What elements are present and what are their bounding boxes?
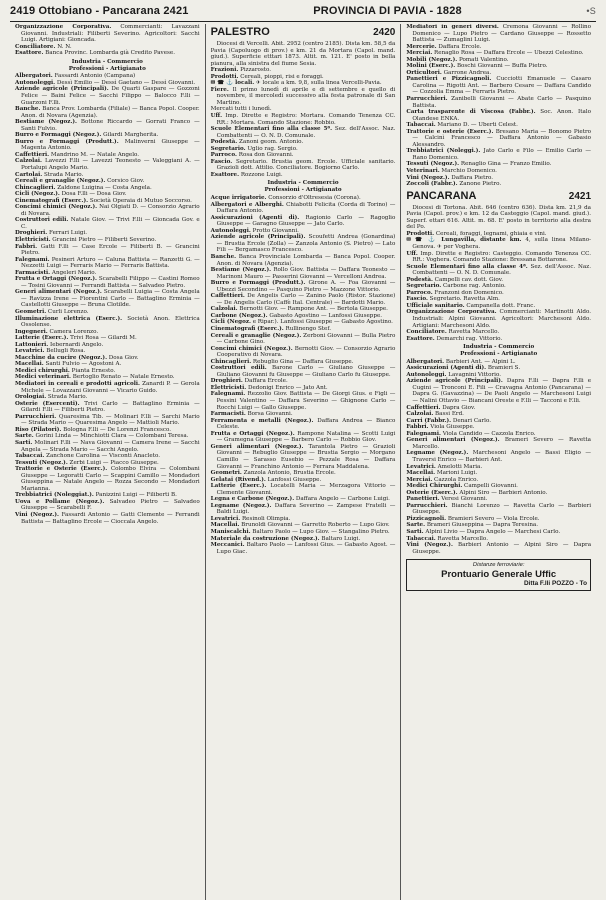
header-center: PROVINCIA DI PAVIA - 1828 <box>313 5 462 17</box>
directory-entry: Bestiame (Negoz.). Rollo Giov. Battista — Daffara Teonesto — Marinoni Mauro — Passerini Giovanni — Vercelloni Andrea. <box>210 267 396 280</box>
directory-entry: Legna e Carbone (Negoz.). Daffara Angelo — Carbone Luigi. <box>210 496 390 503</box>
ad-line-1: Distanze ferroviarie: <box>472 562 525 569</box>
directory-entry: Legname (Negoz.). Daffara Severino — Zampese Fratelli — Baldi Luigi. <box>210 502 396 516</box>
directory-entry: Parroco. Franzoni don Domenico. <box>406 289 504 296</box>
directory-entry: Elettricisti. Grancini Pietro — Filiberti Severino. <box>15 237 157 243</box>
directory-entry: Caffettieri. Mandrino M. — Natale Angelo. <box>15 151 140 158</box>
directory-entry: Fascio. Segretario. Ravetta Alm. <box>406 296 500 303</box>
directory-entry: Concimi chimici (Negoz.). Bernotti Giov. — Consorzio Agrario Cooperativo di Novara. <box>210 345 396 359</box>
directory-entry: Parrucchieri. Bianchi Lorenzo — Ravetta Carlo — Barbieri Giuseppe. <box>406 502 592 516</box>
town-name: PALESTRO <box>210 26 270 38</box>
directory-entry: Merciai. Renaglio Rosa — Daffara Ercole — Ubezzi Celestino. <box>406 50 584 57</box>
directory-entry: Zoccoli (Fabbr.). Zanone Pietro. <box>406 181 502 188</box>
section-subtitle: Professioni - Artigianato <box>68 65 146 72</box>
directory-entry: Macellai. Santi Fulvio — Agostoni A. <box>15 361 122 368</box>
town-heading-pancarana <box>406 190 591 203</box>
directory-entry: Generi alimentari (Negoz.). Tarantola Pietro — Grazioli Giovanni — Rebuglio Giuseppe — Brustia Sergio — Morgano Camillo — Sarasso Eusebio — Pezzale Rosa — Daffara Giovanni — Franchino Antonio — Ferrara Maddalena. <box>210 443 396 470</box>
directory-entry: Cicli (Negoz. e Ripar.). Lanfossi Giuseppe — Gabasto Agostino. <box>210 319 393 326</box>
directory-entry: Sarte. Gorini Linda — Minchiotti Clara — Colombani Teresa. <box>15 433 189 440</box>
directory-entry: Fiere. Il primo lunedì di aprile e di settembre e quello di novembre, il mercoledì successivo alla festa patronale di San Martino. <box>210 86 396 106</box>
directory-entry: Prodotti. Cereali, foraggi, legnami, ghiaia e vini. <box>406 230 547 237</box>
directory-entry: Caffettieri. Dapra Giov. <box>406 404 476 411</box>
directory-entry: Costruttori edili. Barone Carlo — Giuliano Giuseppe — Giuliano Giovanni fu Giuseppe — Giuliano Carlo fu Giuseppe. <box>210 365 396 378</box>
directory-entry: Trebbiatrici (Noleggi.). Jato Carlo e Filo — Emilio Carlo — Rano Domenico. <box>406 148 592 161</box>
column-middle <box>205 24 401 900</box>
directory-entry: Esattore. Banca Provinc. Lombarda già Credito Pavese. <box>15 50 175 57</box>
directory-entry: Macellai. Brunoldi Giovanni — Garretto Roberto — Lupo Giov. <box>210 522 390 529</box>
directory-entry: Generi alimentari (Negoz.). Brameri Severo — Ravetta Marcello. <box>406 437 592 450</box>
directory-entry: Falegnami. Rezzolio Giov. Battista — De Giorgi Gius. e Figli — Pessini Valentino — Daffara Severino — Ghignone Carlo — Rocchi Luigi — Gallo Giuseppe. <box>210 391 396 411</box>
directory-entry: Frutta e Ortaggi (Negoz.). Rampone Natalina — Scotti Luigi — Gramegna Giuseppe — Barbero Carlo — Robbio Giov. <box>210 430 396 444</box>
directory-entry: Sarti. Molinari F.lli — Nava Giovanni — Camera Irene — Sacchi Angela — Strada Mario — Sacchi Angelo. <box>15 439 200 453</box>
directory-entry: Conciliatore. Ravetta Marcello. <box>406 329 500 336</box>
directory-entry: Mediatori in cereali e prodotti agricoli. Zanardi P. — Gerola Michele — Lovazzani Giovanni — Vicario Guido. <box>15 381 200 394</box>
directory-entry: Farmacisti. Angeleri Mario. <box>15 269 97 276</box>
directory-entry: Riso (Pilatori). Bologna F.lli — De Lorenzi Francesco. <box>15 426 172 433</box>
directory-entry: Levatrici. Amelotti Maria. <box>406 463 483 470</box>
directory-entry: Orticultori. Garrone Andrea. <box>406 69 492 76</box>
ad-line-2: Prontuario Generale Uffic <box>441 569 557 581</box>
directory-entry: Vini (Negoz.). Fassardi Antonio — Gatti Clemente — Ferrandi Battista — Battaglino Ercole — Cioccala Angelo. <box>15 511 200 525</box>
directory-entry: Trebbiatrici (Noleggiat.). Panizzini Luigi — Filiberti B. <box>15 492 177 499</box>
directory-entry: Latterie (Eserc.). Trivi Rosa — Gilardi M. <box>15 335 137 342</box>
directory-entry: Fabbri. Gatti F.lli — Case Ercole — Filiberti B. — Grancini Pietro. <box>15 243 200 257</box>
directory-entry: Prodotti. Cereali, pioppi, risi e foraggi. <box>210 73 324 80</box>
directory-entry: Aziende agricole (Principali). De Quarti Gaspare — Gozzoni Felice — Baini Felice — Sacchi Filippo — Balocco F.lli — Guarzoni F.lli. <box>15 86 200 106</box>
directory-entry: Sarte. Brameri Giuseppina — Dapra Teresina. <box>406 522 539 529</box>
section-heading <box>15 59 200 73</box>
directory-entry: Cereali e granaglie (Negoz.). Zerboni Giovanni — Bulla Pietro — Carbone Gino. <box>210 332 396 346</box>
town-description: Diocesi di Tortona. Abit. 646 (centro 636). Dista km. 21,9 da Pavia (Capol. prov.) e km. 12 da Casteggio (Capol. mand. giud.). Superf. ettari 616. Altit. m. 68. E' posto in territorio alla destra del Po. <box>406 204 592 231</box>
directory-entry: Chincaglieri. Zaldone Luigina — Costa Angela. <box>15 184 152 191</box>
directory-entry: Trattorie e Osterie (Eserc.). Colombo Elvira — Colombani Giuseppe — Legoratti Carlo — Scappini Camillo — Mondadori Giuseppina — Natale Angelo — Rozza Secondo — Mondadori Marianna. <box>15 466 200 492</box>
directory-entry: Segretario. Uglio rag. Sergio. <box>210 145 298 152</box>
directory-entry: Sarti. Alpini Livio — Dapra Angelo — Marchesi Carlo. <box>406 528 561 535</box>
directory-entry: Fascio. Segretario. Brustia geom. Ercole. Ufficiale sanitario. Grazioli dott. Attilio. Conciliatore. Bogiorno Carlo. <box>210 158 396 172</box>
directory-entry: Falegnami. Pesineri Arturo — Caluna Battista — Ranzetti G. — Nezzetti Luigi — Ferraris Mario — Ferraris Battista. <box>15 256 200 270</box>
section-heading <box>406 344 591 358</box>
directory-entry: Tabaccai. Zanchone Carolina — Visconti Anacleto. <box>15 453 161 460</box>
directory-entry: Vini (Negoz.). Daffara Pietro. <box>406 174 494 181</box>
directory-entry: Droghieri. Daffara Ercole. <box>210 378 288 385</box>
directory-entry: Mercati tutti i lunedì. <box>210 106 272 113</box>
directory-entry: Gelatai (Rivend.). Lanfossi Giuseppe. <box>210 476 322 483</box>
directory-entry: Concimi chimici (Negoz.). Nai Olgiati D. — Consorzio Agrario di Novara. <box>15 204 200 217</box>
section-title: Industria - Commercio <box>463 344 535 351</box>
directory-entry: Organizzazione Corporativa. Commercianti: Martinotti Aldo. Industriali: Alpini Giovanni. Agricoltori: Marchesoni Aldo. Artigiani: Marchesoni Aldo. <box>406 309 592 329</box>
directory-entry: Illuminazione elettrica (Eserc.). Società Anon. Elettrica Ossolense. <box>15 315 200 329</box>
directory-entry: Frutta e Ortaggi (Negoz.). Scarabelli Filippo — Castini Romeo — Tosini Giovanni — Ferrandi Battista — Salvadeo Pietro. <box>15 276 200 289</box>
section-title: Industria - Commercio <box>71 58 143 65</box>
directory-entry: Materiale da costruzione (Negoz.). Baltaro Luigi. <box>210 535 361 542</box>
directory-entry: Orologiai. Strada Mario. <box>15 394 88 401</box>
directory-entry: Tabaccai. Mariano D. — Uberti Celest. <box>406 122 518 129</box>
directory-entry: Droghieri. Ferrari Luigi. <box>15 230 88 237</box>
directory-entry: Merciai. Cazzola Enrico. <box>406 476 479 483</box>
directory-entry: Burro e Formaggi (Negoz.). Gilardi Margherita. <box>15 132 159 139</box>
directory-entry: Geometri. Curli Lorenzo. <box>15 309 89 316</box>
directory-entry: Carta trasparente di Viscosa (Fabbr.). Soc. Anon. Italo Olandese ENKA. <box>406 109 592 122</box>
directory-entry: Parrucchieri. Quaresima Tib. — Molinari F.lli — Sarchi Mario — Strada Mario — Quaresima Angelo — Mattioli Mario. <box>15 413 200 427</box>
directory-entry: Uova e Pollame (Negoz.). Salvadeo Pietro — Salvadeo Giuseppe — Scarabelli F. <box>15 498 200 512</box>
directory-entry: Frazioni. Pizzarosto. <box>210 67 272 74</box>
directory-entry: Aziende agricole (Principali). Scoufetti Andrea (Gonardina) — Brustia Ercole (Zolla) — Zanzola Antonio (S. Pietro) — Lato Fili — Bergamasco Francesco. <box>210 234 396 254</box>
directory-entry: Organizzazione Corporativa. Commercianti: Lavazzani Giovanni. Industriali: Filiberti Severino. Agricoltori: Sacchi Luigi. Artigiani: Gioncada. <box>15 24 200 44</box>
directory-entry: Meccanici. Baltaro Paolo — Lanfossi Gius. — Gabasto Agost. — Lupo Giac. <box>210 542 396 555</box>
directory-entry: Assicurazioni (Agenti di). Ragionio Carlo — Ragoglio Giuseppe — Garagno Giuseppe — Jato Carlo. <box>210 214 396 228</box>
directory-entry: Uff. Imp. Dirette e Registro: Casteggio. Comando Tenenza CC. RR.: Voghera. Comando Stazione: Bressana Bottarone. <box>406 250 592 264</box>
directory-entry: Uff. Imp. Dirette e Registro: Mortara. Comando Tenenza CC. RR.: Mortara. Comando Stazione: Robbio. <box>210 113 396 126</box>
directory-entry: Ufficiale sanitario. Campanella dott. Franc. <box>406 302 536 309</box>
directory-entry: Calzolai. Bassi Erd. <box>406 411 464 418</box>
header-left: 2419 Ottobiano - Pancarana 2421 <box>10 5 189 17</box>
directory-entry: Panettieri. Veresi Giovanni. <box>406 496 488 503</box>
column-right-body <box>406 205 591 555</box>
directory-entry: Aziende agricole (Principali). Dapra F.lli — Dapra F.lli e Cugini — Tronconi E. Fili — Cravagna Antonio (Pancarana) — Dapra G. (Gavazzina) — De Paoli Angelo — Marchesoni Luigi — Nalini Ottavio — Biancani Oreste e F.lli — Tacconi e F.lli. <box>406 378 592 405</box>
column-right <box>400 24 596 900</box>
directory-entry: Cereali e granaglie (Negoz.). Corsico Giov. <box>15 178 145 185</box>
header-corner: •S <box>586 6 596 16</box>
directory-entry: Panettieri e Pizzicagnoli. Cucciotti Emanuele — Casaro Carolina — Rigotti Ant. — Barbero Cesare — Daffara Candido — Cozzolia Emma — Ferraris Pietro. <box>406 76 592 96</box>
directory-entry: Calzolai. Bernotti Giov. — Rampone Ant. — Bertola Giuseppe. <box>210 306 388 313</box>
directory-entry: Albergatori e Alberghi. Chiabotti Felicita (Corda di Torino) — Daffara Antonio. <box>210 201 396 215</box>
directory-entry: Farmacisti. Borsa Giovanni. <box>210 411 293 418</box>
directory-entry: Lattonieri. Iebernardi Angelo. <box>15 341 104 348</box>
directory-entry: Caffettieri. De Angelis Carlo — Zanino Paolo (Ristor. Stazione) — De Angelis Carlo (Caffè Ital. Centrale) — Bardotti Mario. <box>210 293 396 306</box>
advertisement-box <box>406 559 591 591</box>
directory-entry: Legname (Negoz.). Marchesoni Angelo — Bassi Eligio — Traversi Enrico — Barbieri Ant. <box>406 450 592 463</box>
town-description: Diocesi di Vercelli. Abit. 2952 (centro 2185). Dista km. 58,5 da Pavia (Capoluogo di prov.) e km. 21 da Mortara (Capol. mand. giud.). Superficie etttari 1873. Altit. m. 121. E' posto in bella pianura, alla sinistra del fiume Sesia. <box>210 41 396 67</box>
directory-entry: Mobili (Negoz.). Pomati Valentino. <box>406 56 509 63</box>
directory-entry: Esattore. Rozzone Luigi. <box>210 171 283 178</box>
directory-entry: Osterie (Esercenti). Trivi Carlo — Battaglino Erminia — Gilardi F.lli — Filiberti Pietro. <box>15 400 200 414</box>
directory-entry: Osterie (Eserc.). Alpini Siro — Barbieri Antonio. <box>406 489 548 496</box>
directory-entry: Medici chirurghi. Pianta Ernesto. <box>15 367 116 374</box>
directory-entry: Trattorie e osterie (Eserc.). Bresano Maria — Bonomo Pietro — Calcinì Francesco — Daffara Antonio — Gabasio Alessandro. <box>406 128 592 148</box>
section-heading <box>211 180 396 194</box>
town-name: PANCARANA <box>406 189 477 202</box>
directory-entry: Veterinari. Marchio Domenico. <box>406 168 497 175</box>
directory-entry: Geometri. Zanzola Antonio, Brustia Ercole. <box>210 470 336 477</box>
directory-entry: Cinematografi (Eserc.). Società Operaia di Mutuo Soccorso. <box>15 197 192 204</box>
directory-entry: Scuole Elementari fino alla classe 5ª. Sez. dell'Assoc. Naz. Combattenti — O. N. D. Comunale. <box>210 126 396 139</box>
directory-entry: Carbone (Negoz.). Gabasto Agostino — Lanfossi Giuseppe. <box>210 312 383 319</box>
directory-entry: Mercerie. Daffara Ercole. <box>406 43 482 50</box>
running-header <box>10 5 596 22</box>
directory-entry: Maniscalchi. Baltaro Paolo — Lupo Giov. — Stangalino Pietro. <box>210 528 390 535</box>
directory-entry: Tessuti (Negoz.). Renaglio Gina — Franzo Emilio. <box>406 161 552 168</box>
directory-entry: Banche. Banca Provinciale Lombarda — Banca Popol. Cooper. Anon. di Novara (Agenzia). <box>210 254 396 267</box>
directory-entry: Carri (Fabbr.). Denari Carlo. <box>406 417 492 424</box>
directory-entry: Latterie (Eserc.). Locatelli Maria — Merzagora Vittorio — Clemente Giovanni. <box>210 483 396 496</box>
directory-entry: Acque irrigatorie. Consorzio d'Oltresesia (Corona). <box>210 195 361 202</box>
town-heading-palestro <box>211 26 396 39</box>
section-subtitle: Professioni - Artigianato <box>264 187 342 194</box>
directory-entry: Levatrici. Bellugli Rosa. <box>15 348 86 355</box>
directory-entry: Tessuti (Negoz.). Zerbi Luigi — Piacco Giuseppe. <box>15 459 159 466</box>
directory-entry: Burro e Formaggi (Produtt.). Girone A. — Foa Giovanni — Ubezzi Secondino — Pasquino Pietro — Mazzone Vittorio. <box>210 280 396 293</box>
directory-entry: ✉ ☎ ⚓ locali. ✈ locale a km. 9,8, sulla linea Vercelli-Pavia. <box>210 80 382 87</box>
directory-entry: Generi alimentari (Negoz.). Scarabelli Luigia — Costa Angela — Ravizza Irene — Fiorentini Carlo — Battaglino Erminia — Castellotti Giuseppe — Bruna Clotilde. <box>15 289 200 309</box>
directory-entry: Falegnami. Viola Candido — Cazzola Enrico. <box>406 430 536 437</box>
directory-entry: Mediatori in generi diversi. Cremona Giovanni — Rollino Domenico — Lupo Pietro — Cardano Giuseppe — Rossetto Battista — Zumaglini Luigi. <box>406 24 592 44</box>
directory-entry: Vini (Negoz.). Barbieri Antonio — Alpini Siro — Dapra Giuseppe. <box>406 542 592 555</box>
directory-entry: Scuole Elementari fino alla classe 4ª. Sez. dell'Assoc. Naz. Combattenti — O. N. D. Comunale. <box>406 263 591 277</box>
town-number: 2420 <box>373 27 396 38</box>
directory-entry: Assicurazioni (Agenti di). Bramieri S. <box>406 365 521 372</box>
column-left <box>10 24 205 900</box>
column-right-top <box>406 24 591 188</box>
directory-entry: Elettricisti. Dedonigi Enrico — Jato Ant. <box>210 384 328 391</box>
directory-entry: Chincaglieri. Rebuglio Gina — Daffara Giuseppe. <box>210 358 354 365</box>
ad-line-3: Ditta F.lli POZZO - To <box>523 580 588 588</box>
directory-entry: Autonoleggi. Dessì Emilio — Dessì Gaetano — Dessì Giovanni. <box>15 79 196 86</box>
directory-entry: Autonoleggi. Lavagnini Vittorio. <box>406 371 502 378</box>
directory-entry: Calzolai. Lavezzi F.lli — Lavezzi Teonesto — Valeggiani A. — Portalupi Angelo Mario. <box>15 158 200 171</box>
directory-entry: Tabaccai. Ravetta Marcello. <box>406 535 488 542</box>
town-number: 2421 <box>568 190 592 202</box>
directory-entry: Podestà. Zanoni geom. Antonio. <box>210 139 304 146</box>
directory-entry: Banche. Banca Prov. Lombarda (Filiale) — Banca Popol. Cooper. Anon. di Novara (Agenzia). <box>15 106 200 119</box>
directory-entry: Parroco. Rosa don Giovanni. <box>210 152 294 159</box>
directory-entry: Cicli (Negoz.). Dosa F.lli — Dosa Giov. <box>15 191 127 198</box>
directory-entry: Macchine da cucire (Negoz.). Dosa Giov. <box>15 354 139 361</box>
directory-entry: Albergatori. Barbieri Ant. — Alpini L. <box>406 358 516 365</box>
column-middle-body <box>211 41 396 555</box>
directory-entry: Fabbri. Viola Giuseppe. <box>406 424 475 431</box>
section-title: Industria - Commercio <box>267 180 339 187</box>
directory-entry: Ingegneri. Camera Lorenzo. <box>15 328 99 335</box>
directory-entry: Cartolai. Strada Mario. <box>15 171 84 178</box>
directory-entry: Levatrici. Resinoli Olimpia. <box>210 515 291 522</box>
directory-entry: ✉ ☎ ⚓ Lungavilla, distante km. 4, sulla linea Milano-Genova. ✈ per Voghera. <box>406 237 592 250</box>
directory-entry: Pizzicagnoli. Bramieri Severo — Viola Ercole. <box>406 515 540 522</box>
directory-entry: Cinematografi (Eserc.). Rullinengo Stef. <box>210 326 331 333</box>
directory-entry: Molini (Eserc.). Boschi Giovanni — Buffa Pietro. <box>406 63 548 70</box>
directory-entry: Parrucchieri. Zanibelli Giovanni — Abate Carlo — Pasquino Battista. <box>406 96 592 109</box>
directory-entry: Medici veterinari. Bertoglio Renato — Natale Ernesto. <box>15 374 175 381</box>
directory-entry: Autonoleggi. Protto Giovanni. <box>210 227 299 234</box>
directory-entry: Costruttori edili. Natale Giov. — Trivi F.lli — Gioncada Gov. e C. <box>15 217 200 230</box>
directory-entry: Medici Chirurghi. Campelli Giovanni. <box>406 483 518 490</box>
directory-entry: Bestiame (Negoz.). Bottone Riccardo — Gorrati Franco — Santi Fulvio. <box>15 119 200 132</box>
directory-entry: Macellai. Marioni Luigi. <box>406 470 478 477</box>
directory-entry: Ferramenta e metalli (Negoz.). Daffara Andrea — Bianco Celeste. <box>210 417 396 431</box>
directory-entry: Podestà. Campelli cav. dott. Giov. <box>406 276 504 283</box>
directory-entry: Segretario. Carbone rag. Antonio. <box>406 283 506 290</box>
directory-entry: Burro e Formaggi (Produtt.). Malinverni Giuseppe — Magenta Antonio. <box>15 138 200 152</box>
directory-entry: Esattore. Demarchi rag. Vittorio. <box>406 335 503 342</box>
section-subtitle: Professioni - Artigianato <box>460 350 538 357</box>
directory-entry: Albergatori. Fassardi Antonio (Campana) <box>15 73 136 80</box>
directory-entry: Conciliatore. N. N. <box>15 43 72 50</box>
